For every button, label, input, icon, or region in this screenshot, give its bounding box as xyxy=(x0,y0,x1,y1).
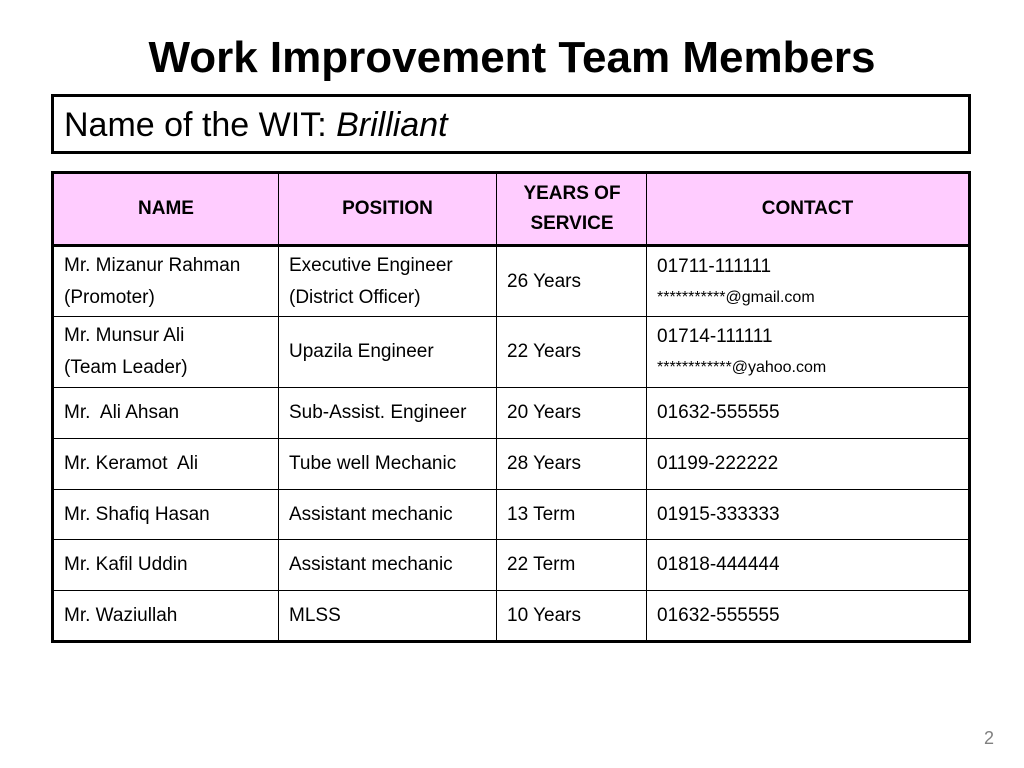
header-years-of-service xyxy=(497,173,647,246)
table-row xyxy=(53,388,970,439)
member-phone: 01714-111111 xyxy=(657,326,773,348)
member-position-sub: (District Officer) xyxy=(289,286,421,308)
cell-years: 26 Years xyxy=(497,246,647,317)
table-header-row xyxy=(53,173,970,246)
cell-name: Mr. Ali Ahsan xyxy=(53,388,279,439)
table-row xyxy=(53,317,970,388)
cell-position: Upazila Engineer xyxy=(279,317,497,388)
cell-contact: 01632-555555 xyxy=(647,591,970,642)
wit-value: Brilliant xyxy=(336,106,448,144)
cell-years: 22 Term xyxy=(497,540,647,591)
cell-years: 13 Term xyxy=(497,489,647,540)
page-number: 2 xyxy=(984,728,995,748)
cell-years: 22 Years xyxy=(497,317,647,388)
cell-name: Mr. Kafil Uddin xyxy=(53,540,279,591)
team-members-table xyxy=(51,171,971,643)
header-contact: CONTACT xyxy=(647,173,970,246)
cell-name: Mr. Shafiq Hasan xyxy=(53,489,279,540)
cell-contact: 01199-222222 xyxy=(647,438,970,489)
table-row xyxy=(53,438,970,489)
cell-contact: 01632-555555 xyxy=(647,388,970,439)
cell-contact: 01915-333333 xyxy=(647,489,970,540)
member-role: (Promoter) xyxy=(64,286,155,308)
member-email: ************@yahoo.com xyxy=(657,359,827,377)
table-row xyxy=(53,540,970,591)
cell-years: 20 Years xyxy=(497,388,647,439)
cell-name xyxy=(53,246,279,317)
cell-contact xyxy=(647,246,970,317)
cell-name: Mr. Keramot Ali xyxy=(53,438,279,489)
cell-position: Sub-Assist. Engineer xyxy=(279,388,497,439)
header-years-text: YEARS OF SERVICE xyxy=(523,183,621,234)
header-position: POSITION xyxy=(279,173,497,246)
cell-position: Assistant mechanic xyxy=(279,489,497,540)
table-row xyxy=(53,489,970,540)
wit-label: Name of the WIT: xyxy=(64,106,337,144)
cell-position: Tube well Mechanic xyxy=(279,438,497,489)
cell-position: Assistant mechanic xyxy=(279,540,497,591)
member-role: (Team Leader) xyxy=(64,357,188,379)
cell-position xyxy=(279,246,497,317)
member-name: Mr. Mizanur Rahman xyxy=(64,254,241,276)
header-name: NAME xyxy=(53,173,279,246)
member-phone: 01711-111111 xyxy=(657,255,772,277)
cell-name: Mr. Waziullah xyxy=(53,591,279,642)
member-name: Mr. Munsur Ali xyxy=(64,325,185,347)
cell-years: 28 Years xyxy=(497,438,647,489)
cell-contact: 01818-444444 xyxy=(647,540,970,591)
slide-title: Work Improvement Team Members xyxy=(148,33,876,82)
wit-name-box xyxy=(51,94,971,154)
table-row xyxy=(53,246,970,317)
cell-position: MLSS xyxy=(279,591,497,642)
cell-contact xyxy=(647,317,970,388)
cell-years: 10 Years xyxy=(497,591,647,642)
member-email: ***********@gmail.com xyxy=(657,288,815,306)
cell-name xyxy=(53,317,279,388)
table-row xyxy=(53,591,970,642)
wit-name-text xyxy=(64,105,448,145)
member-position: Executive Engineer xyxy=(289,254,453,276)
